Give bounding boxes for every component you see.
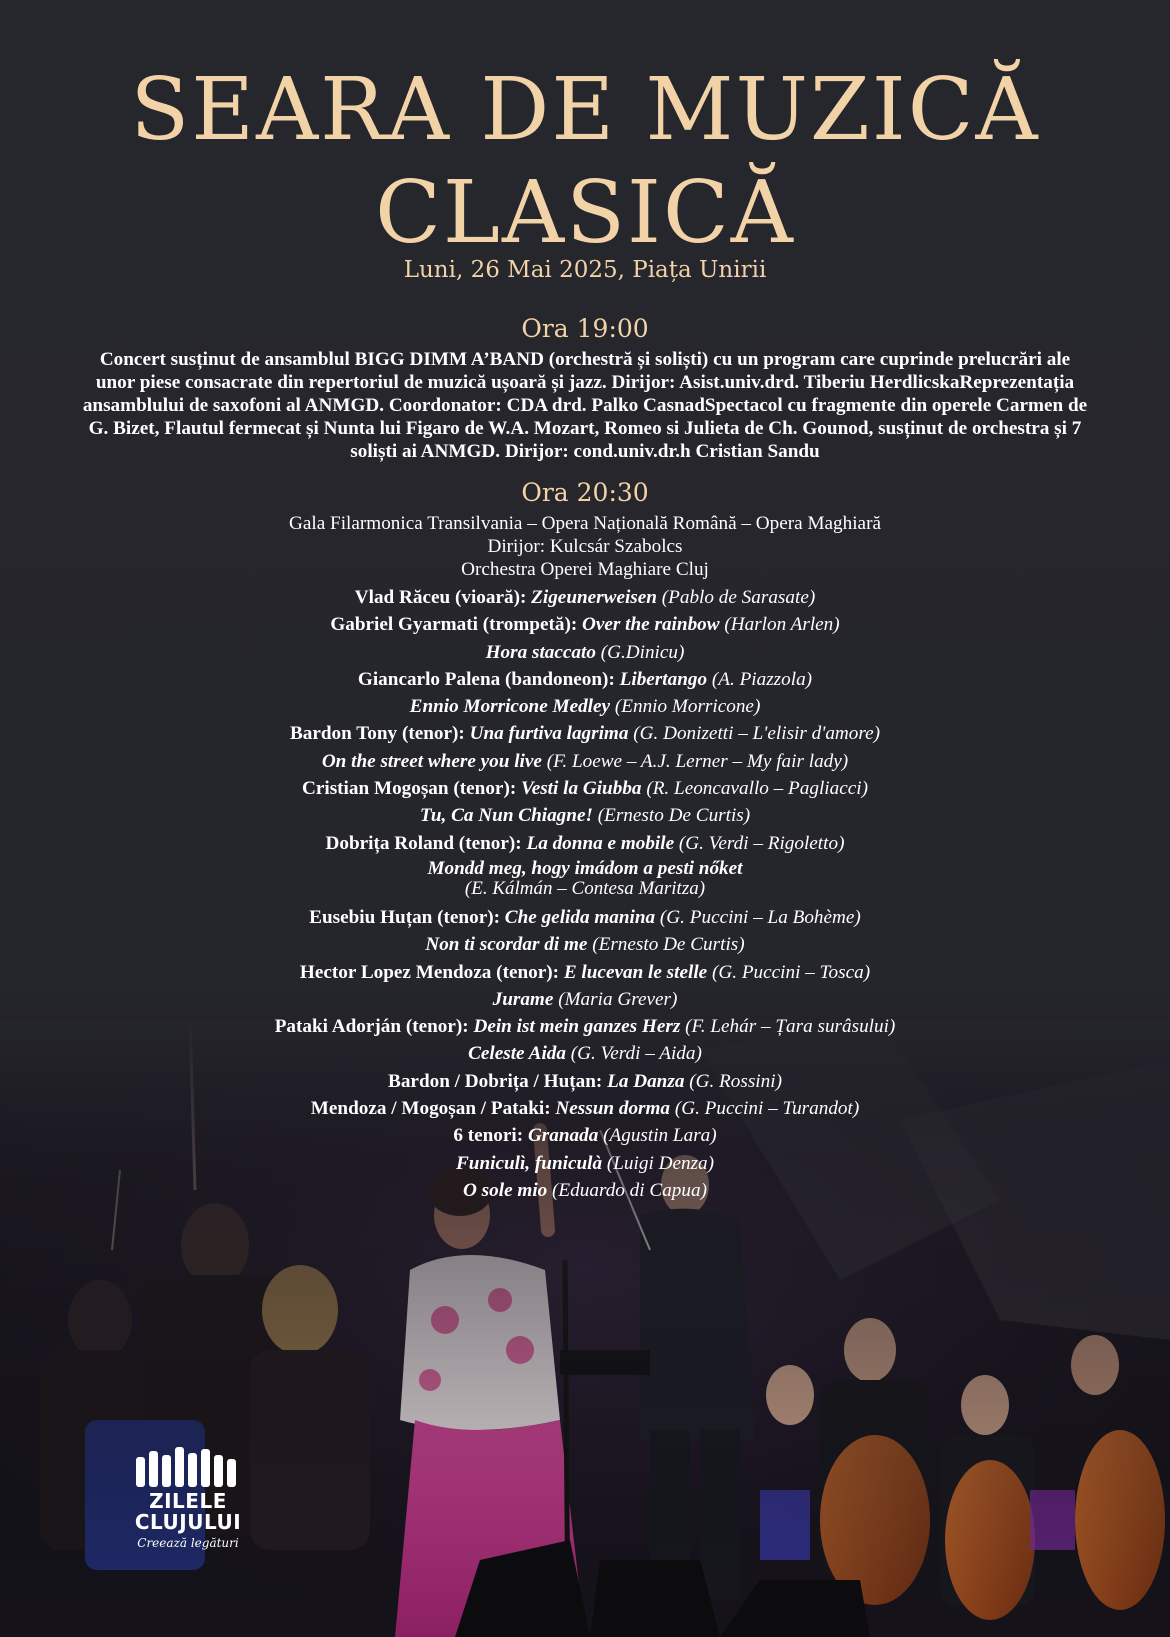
program-item: [0, 1013, 1170, 1040]
program-work: On the street where you live: [321, 750, 542, 772]
session1-description: Concert susținut de ansamblul BIGG DIMM A’BAND (orchestră și soliști) cu un program care cuprinde prelucrări ale unor piese consacrate din repertoriul de muzică ușoară și jazz. Dirijor: Asist.univ.drd. Tiberiu HerdlicskaReprezentația ansamblului de saxofoni al ANMGD. Coordonator: CDA drd. Palko CasnadSpectacol cu fragmente din operele Carmen de G. Bizet, Flautul fermecat și Nunta lui Figaro de W.A. Mozart, Romeo si Julieta de Ch. Gounod, susținut de orchestra și 7 soliști ai ANMGD. Dirijor: cond.univ.dr.h Cristian Sandu: [82, 349, 1088, 462]
program-item: [0, 1177, 1170, 1204]
program-author: (G. Puccini – La Bohème): [655, 906, 861, 928]
program-author: (Ennio Morricone): [610, 696, 761, 718]
gala-title: Gala Filarmonica Transilvania – Opera Națională Română – Opera Maghiară: [289, 513, 881, 534]
program-work: La Danza: [607, 1070, 685, 1092]
program-author: (Luigi Denza): [602, 1152, 714, 1174]
program-performer: Cristian Mogoșan (tenor):: [302, 778, 522, 800]
program-work: Celeste Aida: [468, 1043, 566, 1065]
program-work: Funiculì, funiculà: [455, 1152, 603, 1174]
program-performer: Eusebiu Huțan (tenor):: [309, 906, 505, 928]
session2-program: [0, 512, 1170, 1204]
program-author: (G.Dinicu): [595, 641, 685, 663]
program-item: [0, 666, 1170, 693]
program-author: (F. Loewe – A.J. Lerner – My fair lady): [541, 750, 849, 772]
program-author: (Harlon Arlen): [719, 614, 840, 636]
program-item: [0, 720, 1170, 747]
zilele-clujului-logo: [128, 1443, 248, 1563]
event-date-location: Luni, 26 Mai 2025, Piața Unirii: [403, 257, 767, 283]
program-item: [0, 959, 1170, 986]
program-author: (F. Lehár – Țara surâsului): [680, 1016, 896, 1038]
program-work: Una furtiva lagrima: [469, 723, 629, 745]
program-author: (Agustin Lara): [598, 1125, 717, 1147]
session1-hour: Ora 19:00: [521, 314, 649, 343]
program-item: [0, 931, 1170, 958]
program-work: Ennio Morricone Medley: [409, 696, 611, 718]
program-work: Mondd meg, hogy imádom a pesti nőket: [427, 857, 743, 879]
program-work: Over the rainbow: [582, 614, 720, 636]
program-work: Granada: [527, 1125, 599, 1147]
logo-tagline: Creează legături: [137, 1536, 239, 1550]
program-item: [0, 1068, 1170, 1095]
program-item: [0, 1122, 1170, 1149]
program-work: Che gelida manina: [504, 906, 656, 928]
program-performer: Bardon / Dobrița / Huțan:: [388, 1070, 608, 1092]
gala-orchestra: Orchestra Operei Maghiare Cluj: [461, 559, 709, 580]
program-work: Nessun dorma: [555, 1098, 671, 1120]
program-item: [0, 857, 1170, 880]
session2-hour: Ora 20:30: [521, 478, 649, 507]
program-item: [0, 1095, 1170, 1122]
program-performer: Pataki Adorján (tenor):: [274, 1016, 474, 1038]
program-performer: Giancarlo Palena (bandoneon):: [357, 668, 620, 690]
program-author: (Ernesto De Curtis): [587, 934, 745, 956]
program-author: (A. Piazzola): [707, 668, 813, 690]
program-author: (G. Puccini – Tosca): [707, 961, 871, 983]
program-author: (G. Rossini): [684, 1070, 782, 1092]
gala-conductor: Dirijor: Kulcsár Szabolcs: [487, 536, 683, 557]
program-work: Non ti scordar di me: [425, 934, 588, 956]
program-author: (G. Puccini – Turandot): [670, 1098, 860, 1120]
program-author: (E. Kálmán – Contesa Maritza): [464, 877, 706, 899]
event-title-line2: CLASICĂ: [375, 163, 795, 263]
program-work: Libertango: [619, 668, 708, 690]
program-author: (G. Donizetti – L'elisir d'amore): [628, 723, 881, 745]
program-work: Dein ist mein ganzes Herz: [473, 1016, 681, 1038]
program-performer: Mendoza / Mogoșan / Pataki:: [310, 1098, 556, 1120]
program-item: [0, 1040, 1170, 1067]
program-item: [0, 775, 1170, 802]
program-work: Vesti la Giubba: [521, 778, 642, 800]
program-work: La donna e mobile: [526, 832, 675, 854]
program-author: (Ernesto De Curtis): [592, 805, 751, 827]
program-item: [0, 830, 1170, 857]
program-author: (R. Leoncavallo – Pagliacci): [641, 778, 868, 800]
program-performer: Gabriel Gyarmati (trompetă):: [330, 614, 583, 636]
program-item: [0, 904, 1170, 931]
program-list: [0, 584, 1170, 1204]
program-item: [0, 639, 1170, 666]
program-item: [0, 584, 1170, 611]
program-work: Hora staccato: [485, 641, 596, 663]
program-author: (Pablo de Sarasate): [656, 587, 816, 608]
program-item: [0, 1150, 1170, 1177]
program-performer: Bardon Tony (tenor):: [289, 723, 470, 745]
program-performer: Vlad Răceu (vioară):: [354, 587, 532, 608]
program-item: [0, 693, 1170, 720]
program-performer: Dobrița Roland (tenor):: [325, 832, 527, 854]
program-performer: 6 tenori:: [453, 1125, 528, 1147]
program-author: (G. Verdi – Rigoletto): [674, 832, 845, 854]
program-work: Jurame: [492, 988, 554, 1010]
program-work: Zigeunerweisen: [531, 587, 657, 608]
logo-text-line1: ZILELE: [149, 1489, 227, 1513]
program-work: E lucevan le stelle: [563, 961, 708, 983]
logo-text-line2: CLUJULUI: [134, 1510, 242, 1534]
program-item: [0, 748, 1170, 775]
program-author: (Maria Grever): [553, 988, 678, 1010]
event-title-line1: SEARA DE MUZICĂ: [130, 60, 1040, 160]
program-work: O sole mio: [463, 1179, 548, 1201]
program-author: (Eduardo di Capua): [547, 1179, 707, 1201]
program-author: (G. Verdi – Aida): [565, 1043, 702, 1065]
logo-figures-icon: [128, 1443, 248, 1493]
program-work: Tu, Ca Nun Chiagne!: [419, 805, 593, 827]
program-item: [0, 802, 1170, 829]
program-item: [0, 986, 1170, 1013]
program-item: [0, 878, 1170, 904]
program-performer: Hector Lopez Mendoza (tenor):: [299, 961, 564, 983]
program-item: [0, 611, 1170, 638]
